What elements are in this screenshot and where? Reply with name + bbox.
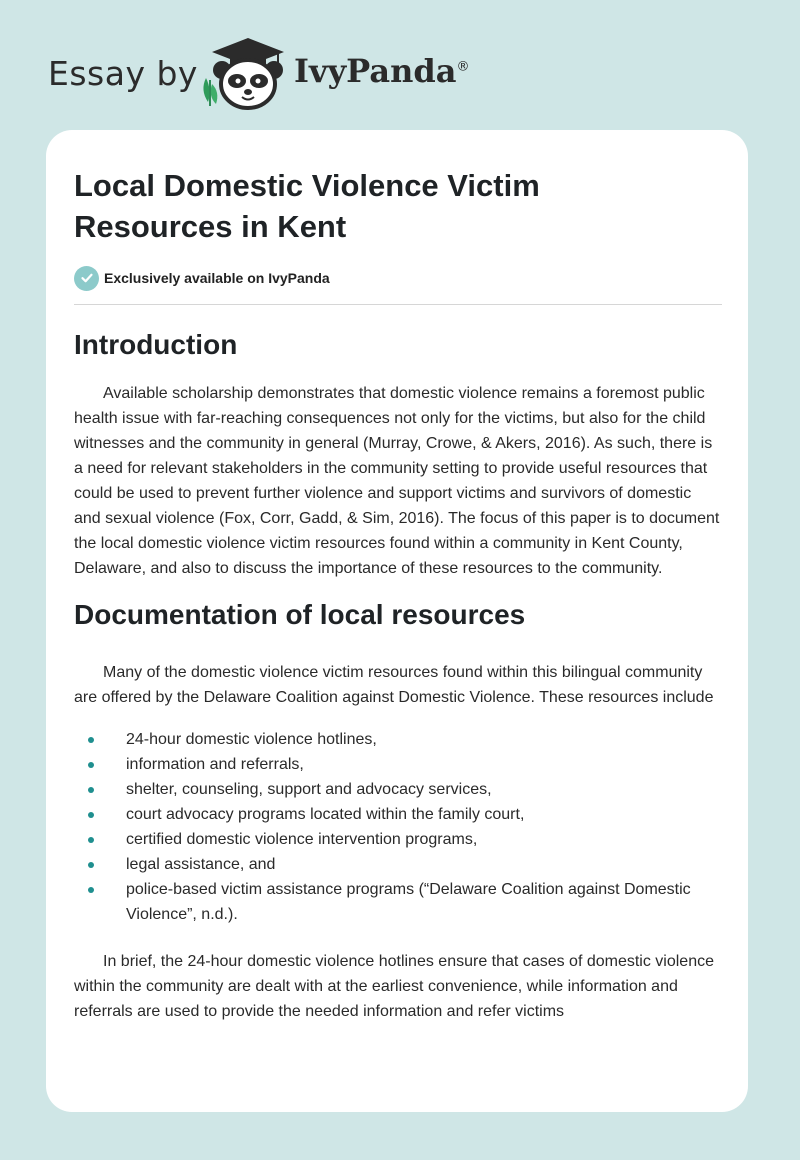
- essay-by-label: Essay by: [48, 54, 198, 93]
- bullet-icon: [88, 787, 94, 793]
- list-item: [74, 852, 722, 877]
- bullet-icon: [88, 887, 94, 893]
- list-item-text: 24-hour domestic violence hotlines,: [126, 731, 377, 748]
- essay-card: [46, 130, 748, 1112]
- section-heading-documentation: Documentation of local resources: [74, 599, 526, 630]
- panda-graduate-icon[interactable]: [198, 34, 298, 110]
- brief-paragraph: In brief, the 24-hour domestic violence hotlines ensure that cases of domestic violence within the community are dealt with at the earliest convenience, while information and referrals are used to provide the needed information and refer victims: [74, 953, 714, 1020]
- check-circle-icon: [74, 266, 99, 291]
- list-item: [74, 802, 722, 827]
- ivypanda-wordmark[interactable]: [294, 52, 469, 90]
- site-header: [48, 34, 508, 110]
- list-item-text: legal assistance, and: [126, 856, 276, 873]
- title-divider: [74, 304, 722, 305]
- exclusive-label: Exclusively available on IvyPanda: [104, 270, 330, 286]
- list-item-text: information and referrals,: [126, 756, 304, 773]
- list-item-text: police-based victim assistance programs (“Delaware Coalition against Domestic Violence”, n.d.).: [126, 881, 691, 923]
- section-heading-introduction: Introduction: [74, 329, 238, 360]
- brand-name-text: IvyPanda: [294, 52, 457, 90]
- list-item: [74, 727, 722, 752]
- list-item-text: court advocacy programs located within the family court,: [126, 806, 525, 823]
- essay-title: Local Domestic Violence Victim Resources in Kent: [74, 168, 540, 244]
- bullet-icon: [88, 862, 94, 868]
- resources-list: [74, 727, 722, 927]
- bullet-icon: [88, 737, 94, 743]
- intro-paragraph: Available scholarship demonstrates that domestic violence remains a foremost public health issue with far-reaching consequences not only for the victims, but also for the child witnesses and the community in general (Murray, Crowe, & Akers, 2016). As such, there is a need for relevant stakeholders in the community setting to provide useful resources that could be used to prevent further violence and support victims and survivors of domestic and sexual violence (Fox, Corr, Gadd, & Sim, 2016). The focus of this paper is to document the local domestic violence victim resources found within a community in Kent County, Delaware, and also to discuss the importance of these resources to the community.: [74, 385, 720, 577]
- list-item: [74, 877, 722, 927]
- list-item-text: certified domestic violence intervention programs,: [126, 831, 478, 848]
- registered-mark: ®: [456, 59, 470, 75]
- bullet-icon: [88, 837, 94, 843]
- documentation-paragraph: Many of the domestic violence victim resources found within this bilingual community are offered by the Delaware Coalition against Domestic Violence. These resources include: [74, 664, 714, 706]
- list-item-text: shelter, counseling, support and advocacy services,: [126, 781, 492, 798]
- list-item: [74, 752, 722, 777]
- bullet-icon: [88, 762, 94, 768]
- list-item: [74, 827, 722, 852]
- exclusive-badge: [74, 265, 722, 291]
- list-item: [74, 777, 722, 802]
- bullet-icon: [88, 812, 94, 818]
